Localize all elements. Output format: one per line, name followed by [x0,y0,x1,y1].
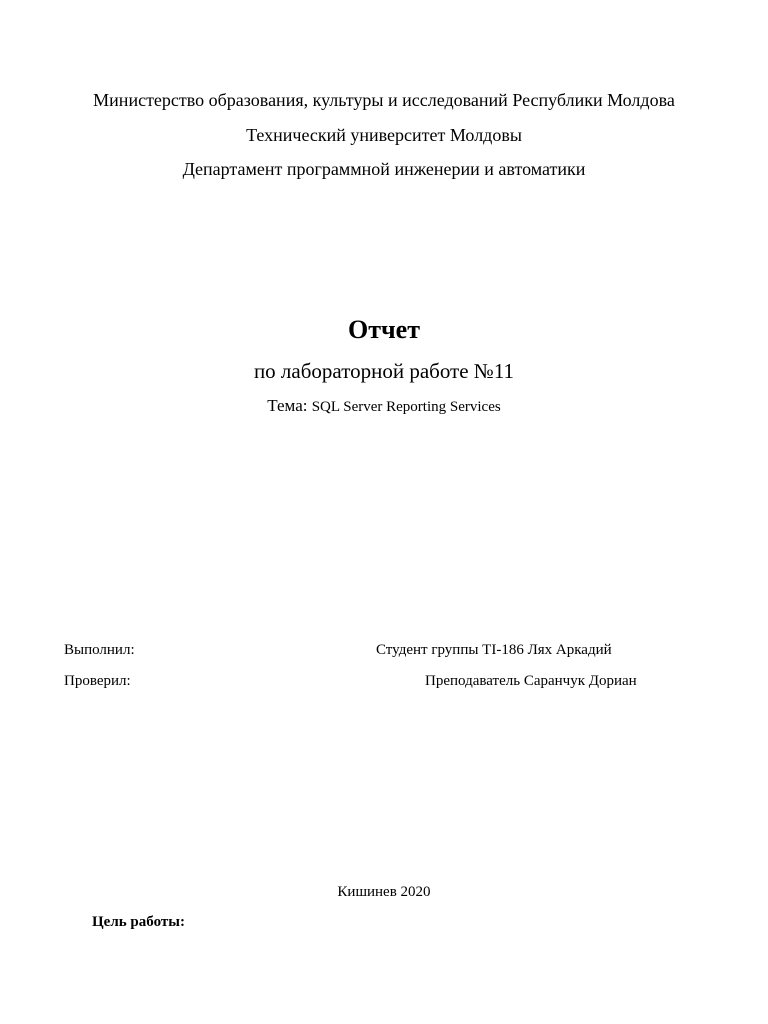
topic-value: SQL Server Reporting Services [311,399,501,415]
institution-header [0,88,768,181]
checked-by-label: Проверил: [64,673,131,689]
ministry-name: Министерство образования, культуры и исследований Республики Молдова [93,90,675,110]
goal-heading: Цель работы: [92,914,185,930]
report-title: Отчет [348,315,420,344]
university-name: Технический университет Молдовы [246,125,522,145]
report-subtitle: по лабораторной работе №11 [253,359,515,383]
report-topic [0,394,768,419]
department-name: Департамент программной инженерии и автоматики [182,159,586,179]
checked-by-value: Преподаватель Саранчук Дориан [425,673,637,689]
topic-label: Тема: [267,396,308,415]
performed-by-value: Студент группы TI-186 Лях Аркадий [376,642,612,658]
performed-by-label: Выполнил: [64,642,135,658]
city-year: Кишинев 2020 [337,884,431,900]
